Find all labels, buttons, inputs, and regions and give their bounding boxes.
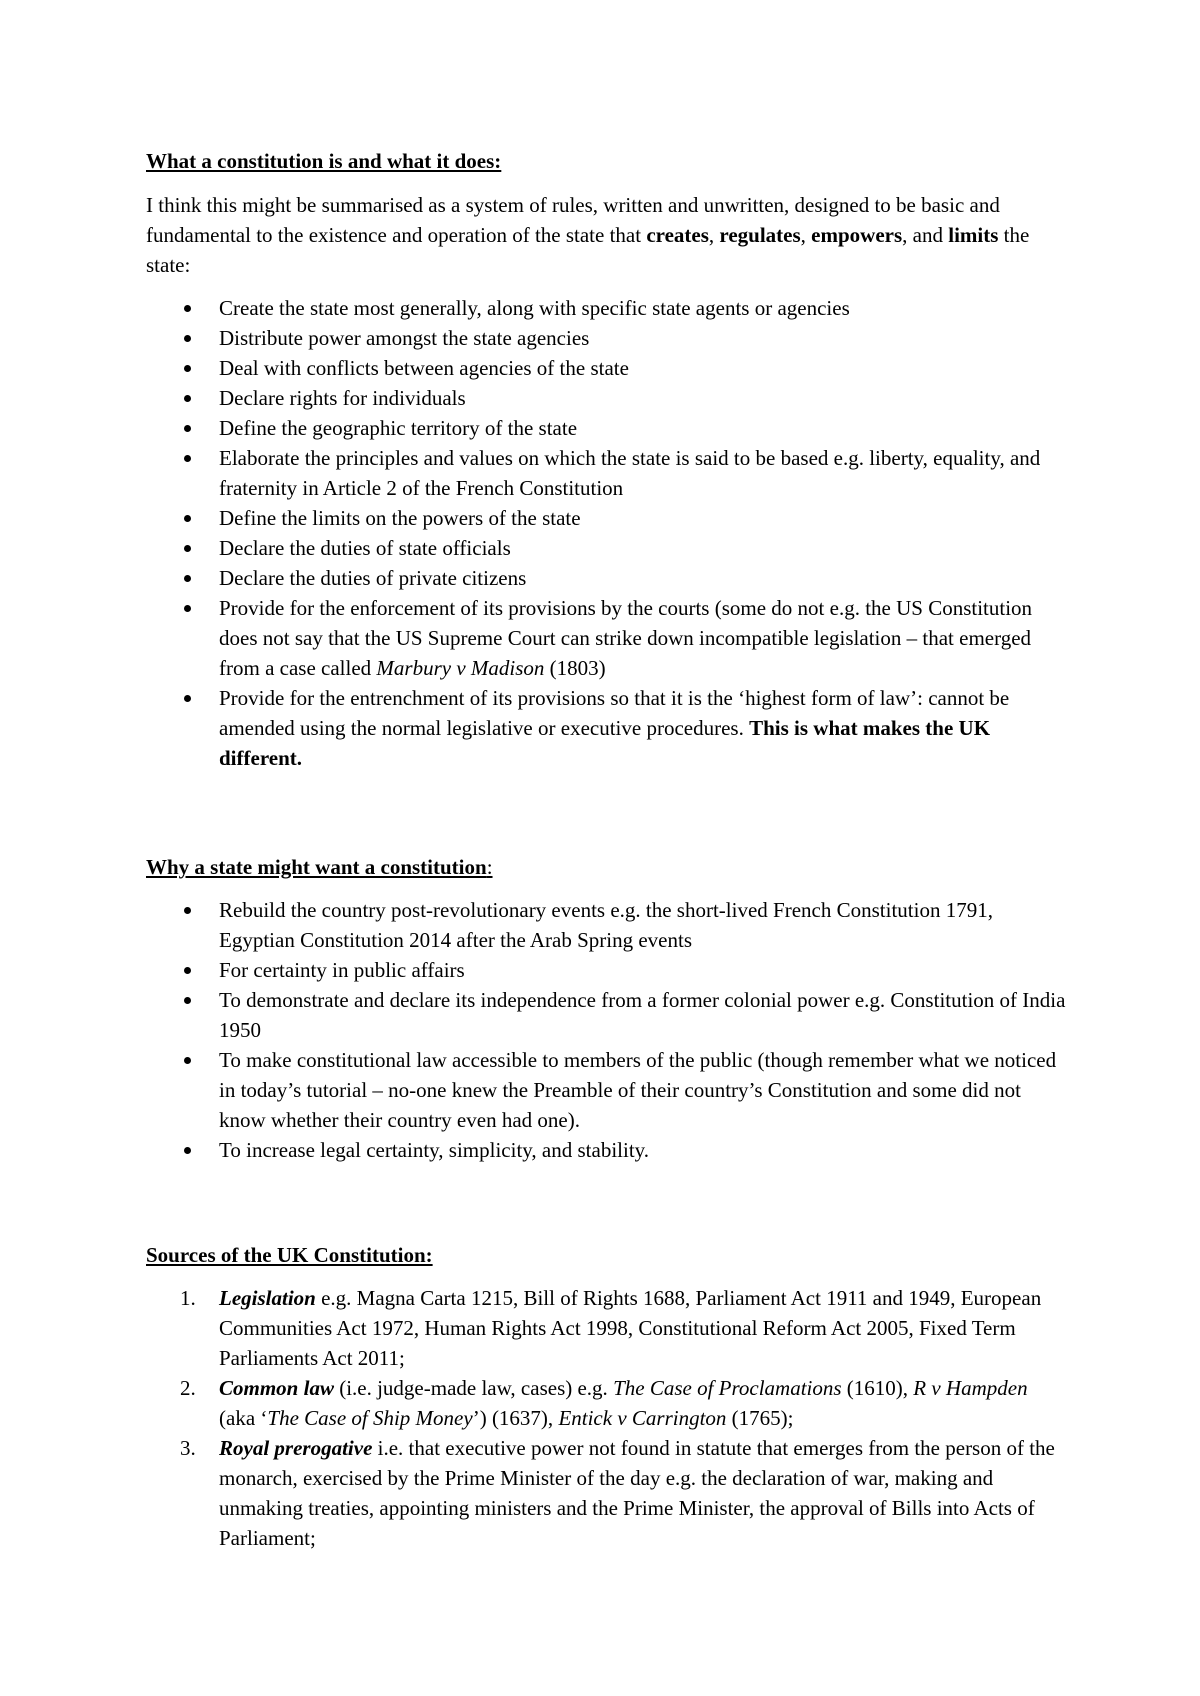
bullet-icon — [184, 395, 191, 402]
list-item: Define the limits on the powers of the state — [146, 503, 1066, 533]
case-name: The Case of Proclamations — [613, 1376, 842, 1400]
bullet-icon — [184, 605, 191, 612]
source-term: Royal prerogative — [219, 1436, 373, 1460]
case-name: Marbury v Madison — [376, 656, 545, 680]
list-item: Deal with conflicts between agencies of the state — [146, 353, 1066, 383]
keyword-limits: limits — [948, 223, 999, 247]
bullet-icon — [184, 515, 191, 522]
bullet-icon — [184, 305, 191, 312]
bullet-icon — [184, 907, 191, 914]
document-page — [146, 146, 1066, 1553]
source-term: Legislation — [219, 1286, 316, 1310]
section-heading-what-a-constitution-is: What a constitution is and what it does: — [146, 149, 502, 173]
list-item: Declare the duties of state officials — [146, 533, 1066, 563]
bullet-icon — [184, 545, 191, 552]
list-item: Elaborate the principles and values on which the state is said to be based e.g. liberty, equality, and fraternity in Article 2 of the French Constitution — [146, 443, 1066, 503]
list-item: Declare the duties of private citizens — [146, 563, 1066, 593]
bullet-icon — [184, 425, 191, 432]
list-item: To increase legal certainty, simplicity, and stability. — [146, 1135, 1066, 1165]
list-item: Provide for the enforcement of its provisions by the courts (some do not e.g. the US Constitution does not say that the US Supreme Court can strike down incompatible legislation – that emerged from a case called Marbury v Madison (1803) — [146, 593, 1066, 683]
list-item: 2. Common law (i.e. judge-made law, cases) e.g. The Case of Proclamations (1610), R v Hampden (aka ‘The Case of Ship Money’) (1637), Entick v Carrington (1765); — [180, 1376, 1028, 1430]
list-item: For certainty in public affairs — [146, 955, 1066, 985]
bullet-icon — [184, 1147, 191, 1154]
bullet-icon — [184, 695, 191, 702]
list-item: 3. Royal prerogative i.e. that executive power not found in statute that emerges from the person of the monarch, exercised by the Prime Minister of the day e.g. the declaration of war, making and unmaking treaties, appointing ministers and the Prime Minister, the approval of Bills into Acts of Parliament; — [180, 1436, 1055, 1550]
case-name: R v Hampden — [913, 1376, 1028, 1400]
bullet-icon — [184, 575, 191, 582]
bullet-icon — [184, 1057, 191, 1064]
section-heading-sources: Sources of the UK Constitution: — [146, 1243, 433, 1267]
case-name: The Case of Ship Money — [267, 1406, 473, 1430]
emphasis-uk-different: This is what makes the UK different. — [219, 716, 991, 770]
source-term: Common law — [219, 1376, 334, 1400]
list-item: 1. Legislation e.g. Magna Carta 1215, Bill of Rights 1688, Parliament Act 1911 and 1949, European Communities Act 1972, Human Rights Act 1998, Constitutional Reform Act 2005, Fixed Term Parliaments Act 2011; — [180, 1286, 1042, 1370]
bullet-icon — [184, 455, 191, 462]
intro-paragraph: I think this might be summarised as a system of rules, written and unwritten, designed to be basic and fundamental to the existence and operation of the state that creates, regulates, empowers, and limits the state: — [146, 193, 1030, 277]
list-item: To demonstrate and declare its independence from a former colonial power e.g. Constitution of India 1950 — [146, 985, 1066, 1045]
reasons-list — [146, 895, 1066, 1165]
case-name: Entick v Carrington — [558, 1406, 727, 1430]
constitution-functions-list — [146, 293, 1066, 773]
bullet-icon — [184, 967, 191, 974]
bullet-icon — [184, 365, 191, 372]
list-item: To make constitutional law accessible to members of the public (though remember what we noticed in today’s tutorial – no-one knew the Preamble of their country’s Constitution and some did not know whether their country even had one). — [146, 1045, 1066, 1135]
keyword-creates: creates — [646, 223, 709, 247]
list-item: Create the state most generally, along with specific state agents or agencies — [146, 293, 1066, 323]
keyword-regulates: regulates — [719, 223, 801, 247]
list-item: Define the geographic territory of the state — [146, 413, 1066, 443]
list-item: Rebuild the country post-revolutionary events e.g. the short-lived French Constitution 1791, Egyptian Constitution 2014 after the Arab Spring events — [146, 895, 1066, 955]
list-item: Declare rights for individuals — [146, 383, 1066, 413]
keyword-empowers: empowers — [811, 223, 903, 247]
bullet-icon — [184, 335, 191, 342]
list-item: Distribute power amongst the state agencies — [146, 323, 1066, 353]
list-item: Provide for the entrenchment of its provisions so that it is the ‘highest form of law’: cannot be amended using the normal legislative or executive procedures. This is what makes the UK different. — [146, 683, 1066, 773]
bullet-icon — [184, 997, 191, 1004]
sources-list — [146, 1283, 1066, 1553]
section-heading-why-a-constitution: Why a state might want a constitution: — [146, 855, 493, 879]
